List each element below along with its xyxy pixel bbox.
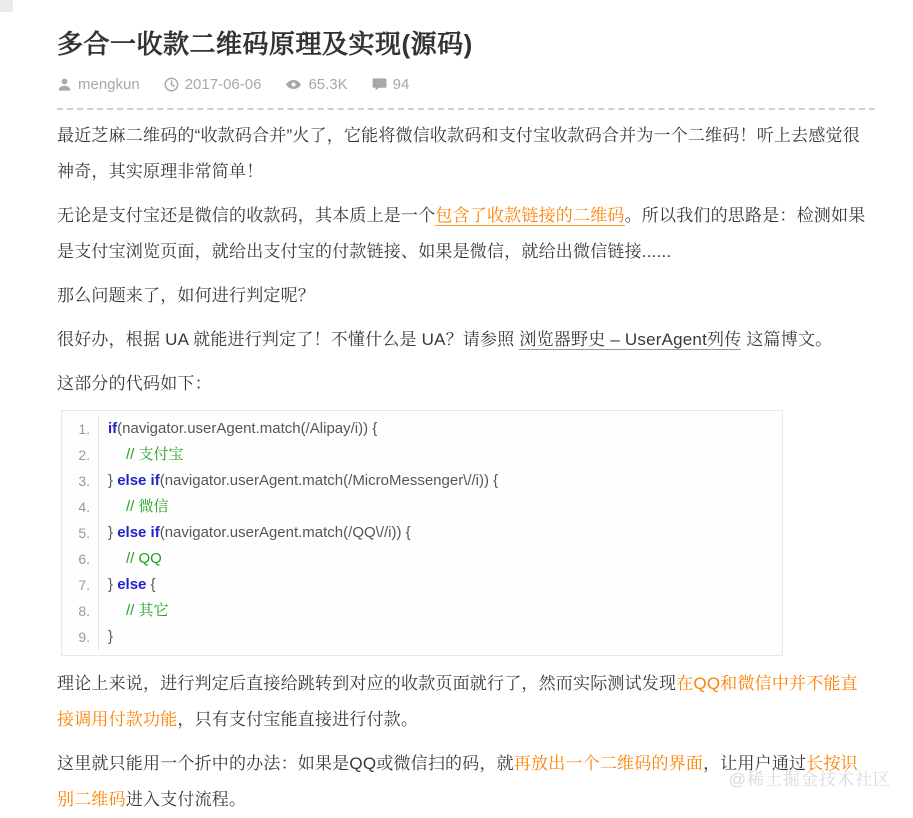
paragraph-text: 这里就只能用一个折中的办法：如果是QQ或微信扫的码，就 [57,754,514,773]
code-line [62,442,782,468]
paragraph-theory [57,666,875,738]
code-line [62,468,782,494]
paragraph-text: 最近芝麻二维码的“收款码合并”火了，它能将微信收款码和支付宝收款码合并为一个二维码！听上去感觉很神奇，其实原理非常简单！ [57,126,860,181]
publish-date: 2017-06-06 [184,76,262,93]
payment-link-qrcode-link[interactable]: 包含了收款链接的二维码 [435,206,625,225]
paragraph-text: 这部分的代码如下： [57,374,212,393]
emphasis-orange: 再放出一个二维码的界面 [513,754,704,773]
dashed-divider [57,108,875,110]
paragraph-text: 无论是支付宝还是微信的收款码，其本质上是一个 [57,206,436,225]
code-line-number: 1. [62,416,99,442]
code-line-text: } else { [108,576,156,593]
emphasis-orange: 长按识别二维码 [57,754,858,809]
meta-date [164,76,262,93]
code-line-text: if(navigator.userAgent.match(/Alipay/i)) { [108,420,378,437]
meta-comments [372,76,410,93]
code-block [61,410,783,656]
comment-count: 94 [392,76,410,93]
eye-icon [285,77,302,92]
corner-artifact [0,0,13,12]
paragraph-intro [57,118,875,190]
code-line-number: 8. [62,598,99,624]
paragraph-code-intro [57,366,875,402]
code-line-number: 5. [62,520,99,546]
emphasis-orange: 在QQ和微信中并不能直接调用付款功能 [57,674,858,729]
code-line [62,520,782,546]
paragraph-text: 那么问题来了，如何进行判定呢？ [57,286,315,305]
code-line-text: } [108,628,114,645]
paragraph-principle [57,198,875,270]
code-line-number: 7. [62,572,99,598]
code-line [62,416,782,442]
code-line-text: // 微信 [126,498,169,515]
code-line-number: 4. [62,494,99,520]
code-line [62,546,782,572]
paragraph-ua [57,322,875,358]
code-line-number: 2. [62,442,99,468]
paragraph-text: 理论上来说，进行判定后直接给跳转到对应的收款页面就行了，然而实际测试发现 [57,674,677,693]
article-meta [57,76,875,93]
comment-icon [372,77,387,92]
code-line-number: 6. [62,546,99,572]
meta-views [285,76,347,93]
page-title: 多合一收款二维码原理及实现(源码) [57,29,473,59]
code-line-text: } else if(navigator.userAgent.match(/QQ\//i)) { [108,524,411,541]
code-line [62,494,782,520]
code-line [62,624,782,650]
code-line-text: // 支付宝 [126,446,184,463]
paragraph-question [57,278,875,314]
code-line [62,598,782,624]
code-line-text: // 其它 [126,602,169,619]
user-icon [57,77,72,92]
code-line-text: } else if(navigator.userAgent.match(/MicroMessenger\//i)) { [108,472,499,489]
clock-icon [164,77,179,92]
paragraph-text: 这篇博文。 [741,330,833,349]
paragraph-text: 很好办，根据 UA 就能进行判定了！不懂什么是 UA？请参照 [57,330,520,349]
view-count: 65.3K [308,76,348,93]
author-name: mengkun [78,76,140,93]
paragraph-text: 。所以我们的思路是：检测如果是支付宝浏览页面，就给出支付宝的付款链接、如果是微信，就给出微信链接...... [57,206,866,261]
code-line [62,572,782,598]
paragraph-text: ，只有支付宝能直接进行付款。 [177,710,419,729]
code-line-number: 3. [62,468,99,494]
meta-author [57,76,140,93]
paragraph-text: ，让用户通过 [703,754,807,773]
useragent-article-link[interactable]: 浏览器野史 – UserAgent列传 [519,330,742,349]
code-line-number: 9. [62,624,99,650]
watermark: @稀土掘金技术社区 [728,770,891,789]
code-line-text: // QQ [126,550,162,567]
paragraph-text: 进入支付流程。 [125,790,247,809]
